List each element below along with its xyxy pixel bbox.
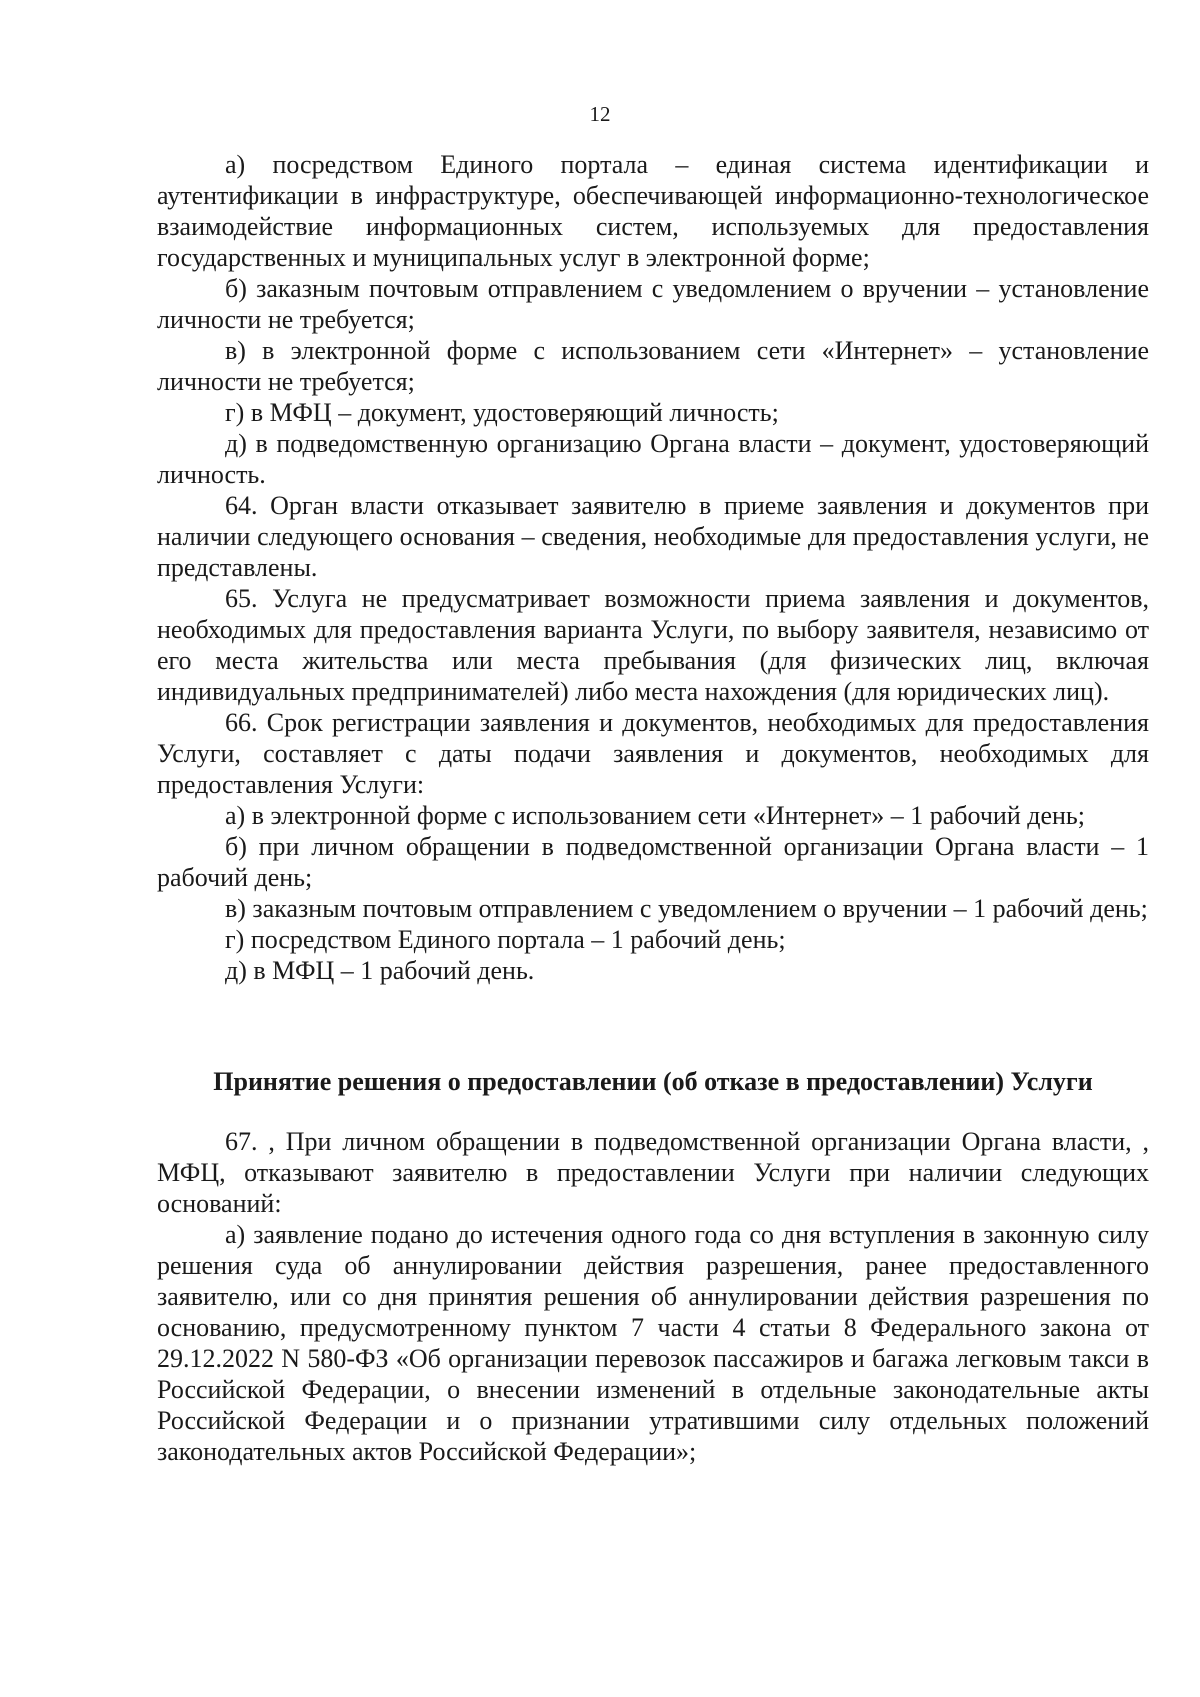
paragraph: 66. Срок регистрации заявления и документов, необходимых для предоставления Услуги, составляет с даты подачи заявления и документов, необходимых для предоставления Услуги: (157, 708, 1149, 799)
paragraph: а) посредством Единого портала – единая система идентификации и аутентификации в инфраструктуре, обеспечивающей информационно-технологическое взаимодействие информационных систем, используемых для предоставления государственных и муниципальных услуг в электронной форме; (157, 150, 1149, 272)
page-number: 12 (589, 102, 611, 126)
paragraph: 65. Услуга не предусматривает возможности приема заявления и документов, необходимых для предоставления варианта Услуги, по выбору заявителя, независимо от его места жительства или места пребывания (для физических лиц, включая индивидуальных предпринимателей) либо места нахождения (для юридических лиц). (157, 584, 1149, 706)
paragraph: а) заявление подано до истечения одного года со дня вступления в законную силу решения суда об аннулировании действия разрешения, ранее предоставленного заявителю, или со дня принятия решения об аннулировании действия разрешения по основанию, предусмотренному пунктом 7 части 4 статьи 8 Федерального закона от 29.12.2022 N 580-ФЗ «Об организации перевозок пассажиров и багажа легковым такси в Российской Федерации, о внесении изменений в отдельные законодательные акты Российской Федерации и о признании утратившими силу отдельных положений законодательных актов Российской Федерации»; (157, 1220, 1149, 1466)
paragraph: д) в МФЦ – 1 рабочий день. (225, 956, 535, 985)
paragraph: б) заказным почтовым отправлением с уведомлением о вручении – установление личности не требуется; (157, 274, 1149, 334)
paragraph: в) заказным почтовым отправлением с уведомлением о вручении – 1 рабочий день; (225, 894, 1148, 923)
paragraph: б) при личном обращении в подведомственной организации Органа власти – 1 рабочий день; (157, 832, 1149, 892)
body-text-bottom (157, 1126, 1149, 1467)
paragraph: 67. , При личном обращении в подведомственной организации Органа власти, , МФЦ, отказывают заявителю в предоставлении Услуги при наличии следующих оснований: (157, 1127, 1149, 1218)
paragraph: 64. Орган власти отказывает заявителю в приеме заявления и документов при наличии следующего основания – сведения, необходимые для предоставления услуги, не представлены. (157, 491, 1149, 582)
paragraph: г) посредством Единого портала – 1 рабочий день; (225, 925, 786, 954)
paragraph: а) в электронной форме с использованием сети «Интернет» – 1 рабочий день; (225, 801, 1085, 830)
paragraph: в) в электронной форме с использованием сети «Интернет» – установление личности не требуется; (157, 336, 1149, 396)
section-heading: Принятие решения о предоставлении (об отказе в предоставлении) Услуги (213, 1067, 1093, 1096)
body-text-top (157, 149, 1149, 986)
paragraph: г) в МФЦ – документ, удостоверяющий личность; (225, 398, 779, 427)
paragraph: д) в подведомственную организацию Органа власти – документ, удостоверяющий личность. (157, 429, 1149, 489)
